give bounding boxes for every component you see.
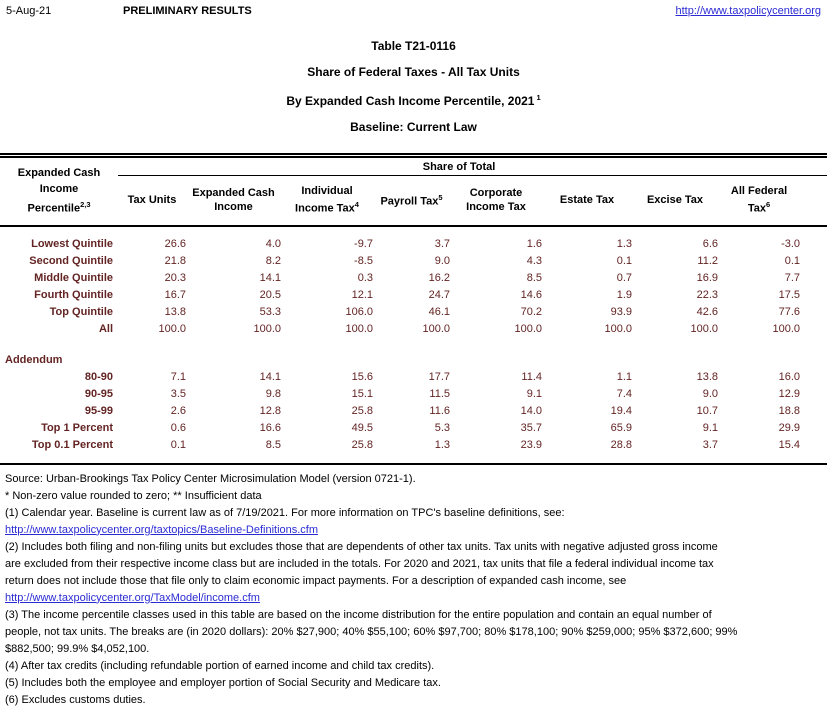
table-row [0,287,827,304]
value-cell: 0.3 [357,272,373,284]
value-cell: 17.5 [778,289,801,301]
value-cell: 16.9 [696,272,718,284]
column-header-excise-tax: Excise Tax [632,176,718,226]
value-cell: 46.1 [428,306,450,318]
value-cell: 1.3 [434,439,450,451]
column-header-individual-income-tax: Individual Income Tax$^4$ [281,176,373,226]
value-cell: 100.0 [345,323,373,335]
row-label-cell: Top 0.1 Percent [31,439,113,451]
value-cell: 9.0 [702,388,718,400]
column-header-payroll-tax: Payroll Tax$^5$ [373,176,450,226]
site-link[interactable]: http://www.taxpolicycenter.org [675,5,821,17]
value-cell: 100.0 [253,323,281,335]
value-cell: 29.9 [778,422,801,434]
value-cell: 100.0 [772,323,801,335]
value-cell: 14.1 [259,272,281,284]
footnote-3-line-1: (3) The income percentile classes used in this table are based on the income distribution for the entire population and contain an equal number of [5,608,712,621]
value-cell: 106.0 [345,306,373,318]
value-cell: 0.1 [170,439,186,451]
value-cell: 14.0 [520,405,542,417]
value-cell: 13.8 [696,371,718,383]
value-cell: 12.1 [351,289,373,301]
table-row [0,437,827,454]
footnote-1: (1) Calendar year. Baseline is current law as of 7/19/2021. For more information on TPC's baseline definitions, see: [5,506,565,519]
value-cell: 25.8 [351,439,373,451]
value-cell: 100.0 [604,323,632,335]
value-cell: 11.6 [429,405,450,417]
footnote-6: (6) Excludes customs duties. [5,693,146,706]
value-cell: 16.6 [259,422,281,434]
table-row [0,369,827,386]
title-footnote-ref: 1 [536,93,541,102]
value-cell: 15.4 [778,439,801,451]
value-cell: 9.0 [434,255,450,267]
row-label-cell: Top 1 Percent [41,422,113,434]
footnote-3-line-3: $882,500; 99.9% $4,052,100. [5,642,150,655]
table-row [0,386,827,403]
table-number-title: Table T21-0116 [371,39,456,53]
value-cell: 5.3 [434,422,450,434]
value-cell: 9.1 [526,388,542,400]
value-cell: 3.7 [702,439,718,451]
column-header-all-federal-tax: All Federal Tax$^6$ [718,176,827,226]
value-cell: 49.5 [351,422,373,434]
value-cell: 9.8 [265,388,281,400]
top-bar [0,0,827,17]
value-cell: 3.7 [434,238,450,250]
value-cell: 9.1 [702,422,718,434]
table-subject-title: Share of Federal Taxes - All Tax Units [307,65,520,79]
share-of-federal-taxes-table [0,153,827,465]
footnote-2-line-3: return does not include those that file only to claim economic impact payments. For a description of expanded cash income, see [5,574,627,587]
value-cell: 12.9 [778,388,801,400]
value-cell: 14.1 [259,371,281,383]
value-cell: 7.4 [616,388,632,400]
value-cell: 18.8 [778,405,801,417]
value-cell: 65.9 [610,422,632,434]
row-label-cell: All [98,323,113,335]
value-cell: 20.5 [259,289,281,301]
value-cell: 0.6 [170,422,186,434]
value-cell: 8.5 [526,272,542,284]
table-row [0,321,827,338]
column-header-estate-tax: Estate Tax [542,176,632,226]
footnote-link-baseline-definitions[interactable]: http://www.taxpolicycenter.org/taxtopics/Baseline-Definitions.cfm [5,523,319,536]
value-cell: 100.0 [690,323,718,335]
value-cell: 15.6 [351,371,373,383]
value-cell: 4.3 [526,255,542,267]
value-cell: -8.5 [354,255,373,267]
value-cell: 6.6 [702,238,718,250]
value-cell: 16.7 [164,289,186,301]
preliminary-results-label: PRELIMINARY RESULTS [123,5,252,17]
footnote-5: (5) Includes both the employee and employer portion of Social Security and Medicare tax. [5,676,441,689]
value-cell: 11.5 [429,388,450,400]
row-label-cell: Top Quintile [49,306,113,318]
value-cell: 77.6 [778,306,801,318]
addendum-label: Addendum [5,354,63,366]
row-label-cell: Second Quintile [29,255,113,267]
value-cell: 11.2 [697,255,718,267]
corner-footnote-ref: 2,3 [80,200,91,210]
column-header-tax-units: Tax Units [118,176,186,226]
value-cell: 8.5 [265,439,281,451]
value-cell: -9.7 [354,238,373,250]
table-row [0,253,827,270]
row-label-cell: 95-99 [84,405,113,417]
value-cell: 7.1 [170,371,186,383]
table-percentile-title: By Expanded Cash Income Percentile, 2021 $^1$ [286,93,541,108]
addendum-header-row [0,352,827,369]
column-header-row [0,176,827,226]
value-cell: 0.7 [616,272,632,284]
value-cell: 2.6 [170,405,186,417]
table-row [0,420,827,437]
table-row [0,304,827,321]
value-cell: 19.4 [610,405,632,417]
value-cell: 14.6 [520,289,542,301]
date-label: 5-Aug-21 [6,5,52,17]
value-cell: 24.7 [428,289,450,301]
footnote-2-line-1: (2) Includes both filing and non-filing units but excludes those that are dependents of other tax units. Tax units with negative adjusted gross income [5,540,718,553]
symbols-note: * Non-zero value rounded to zero; ** Insufficient data [5,489,262,502]
table-row [0,236,827,253]
value-cell: 11.4 [521,371,542,383]
spacer-row [0,226,827,236]
value-cell: 10.7 [696,405,718,417]
table-row [0,270,827,287]
value-cell: 0.1 [784,255,801,267]
value-cell: 16.0 [778,371,801,383]
footnote-2-line-2: are excluded from their respective income class but are included in the totals. For 2020 and 2021, tax units that file a federal individual income tax [5,557,714,570]
row-label-cell: Lowest Quintile [31,238,113,250]
column-header-expanded-cash-income: Expanded Cash Income [186,176,281,226]
value-cell: 26.6 [164,238,186,250]
value-cell: 93.9 [610,306,632,318]
table-row [0,403,827,420]
value-cell: 15.1 [351,388,373,400]
share-of-total-row [0,156,827,176]
value-cell: 21.8 [164,255,186,267]
value-cell: 42.6 [696,306,718,318]
value-cell: 17.7 [428,371,450,383]
value-cell: 16.2 [428,272,450,284]
value-cell: 4.0 [265,238,281,250]
row-label-cell: 90-95 [84,388,113,400]
value-cell: 12.8 [259,405,281,417]
value-cell: 1.3 [616,238,632,250]
value-cell: 1.9 [616,289,632,301]
footnote-3-line-2: people, not tax units. The breaks are (in 2020 dollars): 20% $27,900; 40% $55,100; 60% $97,700; 80% $178,100; 90% $259,000; 95% $372,600; 99% [5,625,738,638]
value-cell: 23.9 [520,439,542,451]
value-cell: 53.3 [259,306,281,318]
value-cell: -3.0 [781,238,801,250]
value-cell: 25.8 [351,405,373,417]
value-cell: 3.5 [170,388,186,400]
footnotes [0,465,827,709]
value-cell: 22.3 [696,289,718,301]
value-cell: 7.7 [784,272,801,284]
value-cell: 28.8 [610,439,632,451]
footnote-4: (4) After tax credits (including refundable portion of earned income and child tax credits). [5,659,435,672]
row-label-cell: Fourth Quintile [34,289,113,301]
baseline-title: Baseline: Current Law [350,120,477,134]
value-cell: 1.1 [616,371,632,383]
corner-header: Expanded Cash Income Percentile$^{2,3}$ [0,156,118,226]
row-label-cell: 80-90 [84,371,113,383]
value-cell: 100.0 [158,323,186,335]
share-of-total-header: Share of Total [118,156,827,176]
title-block [0,33,827,140]
value-cell: 13.8 [164,306,186,318]
column-header-corporate-income-tax: Corporate Income Tax [450,176,542,226]
row-label-cell: Middle Quintile [34,272,113,284]
value-cell: 8.2 [265,255,281,267]
value-cell: 20.3 [164,272,186,284]
spacer-row [0,338,827,352]
footnote-link-income-definition[interactable]: http://www.taxpolicycenter.org/TaxModel/income.cfm [5,591,260,604]
value-cell: 0.1 [616,255,632,267]
value-cell: 35.7 [520,422,542,434]
value-cell: 100.0 [422,323,450,335]
spacer-row [0,454,827,464]
value-cell: 70.2 [520,306,542,318]
value-cell: 100.0 [514,323,542,335]
value-cell: 1.6 [526,238,542,250]
source-note: Source: Urban-Brookings Tax Policy Center Microsimulation Model (version 0721-1). [5,472,416,485]
